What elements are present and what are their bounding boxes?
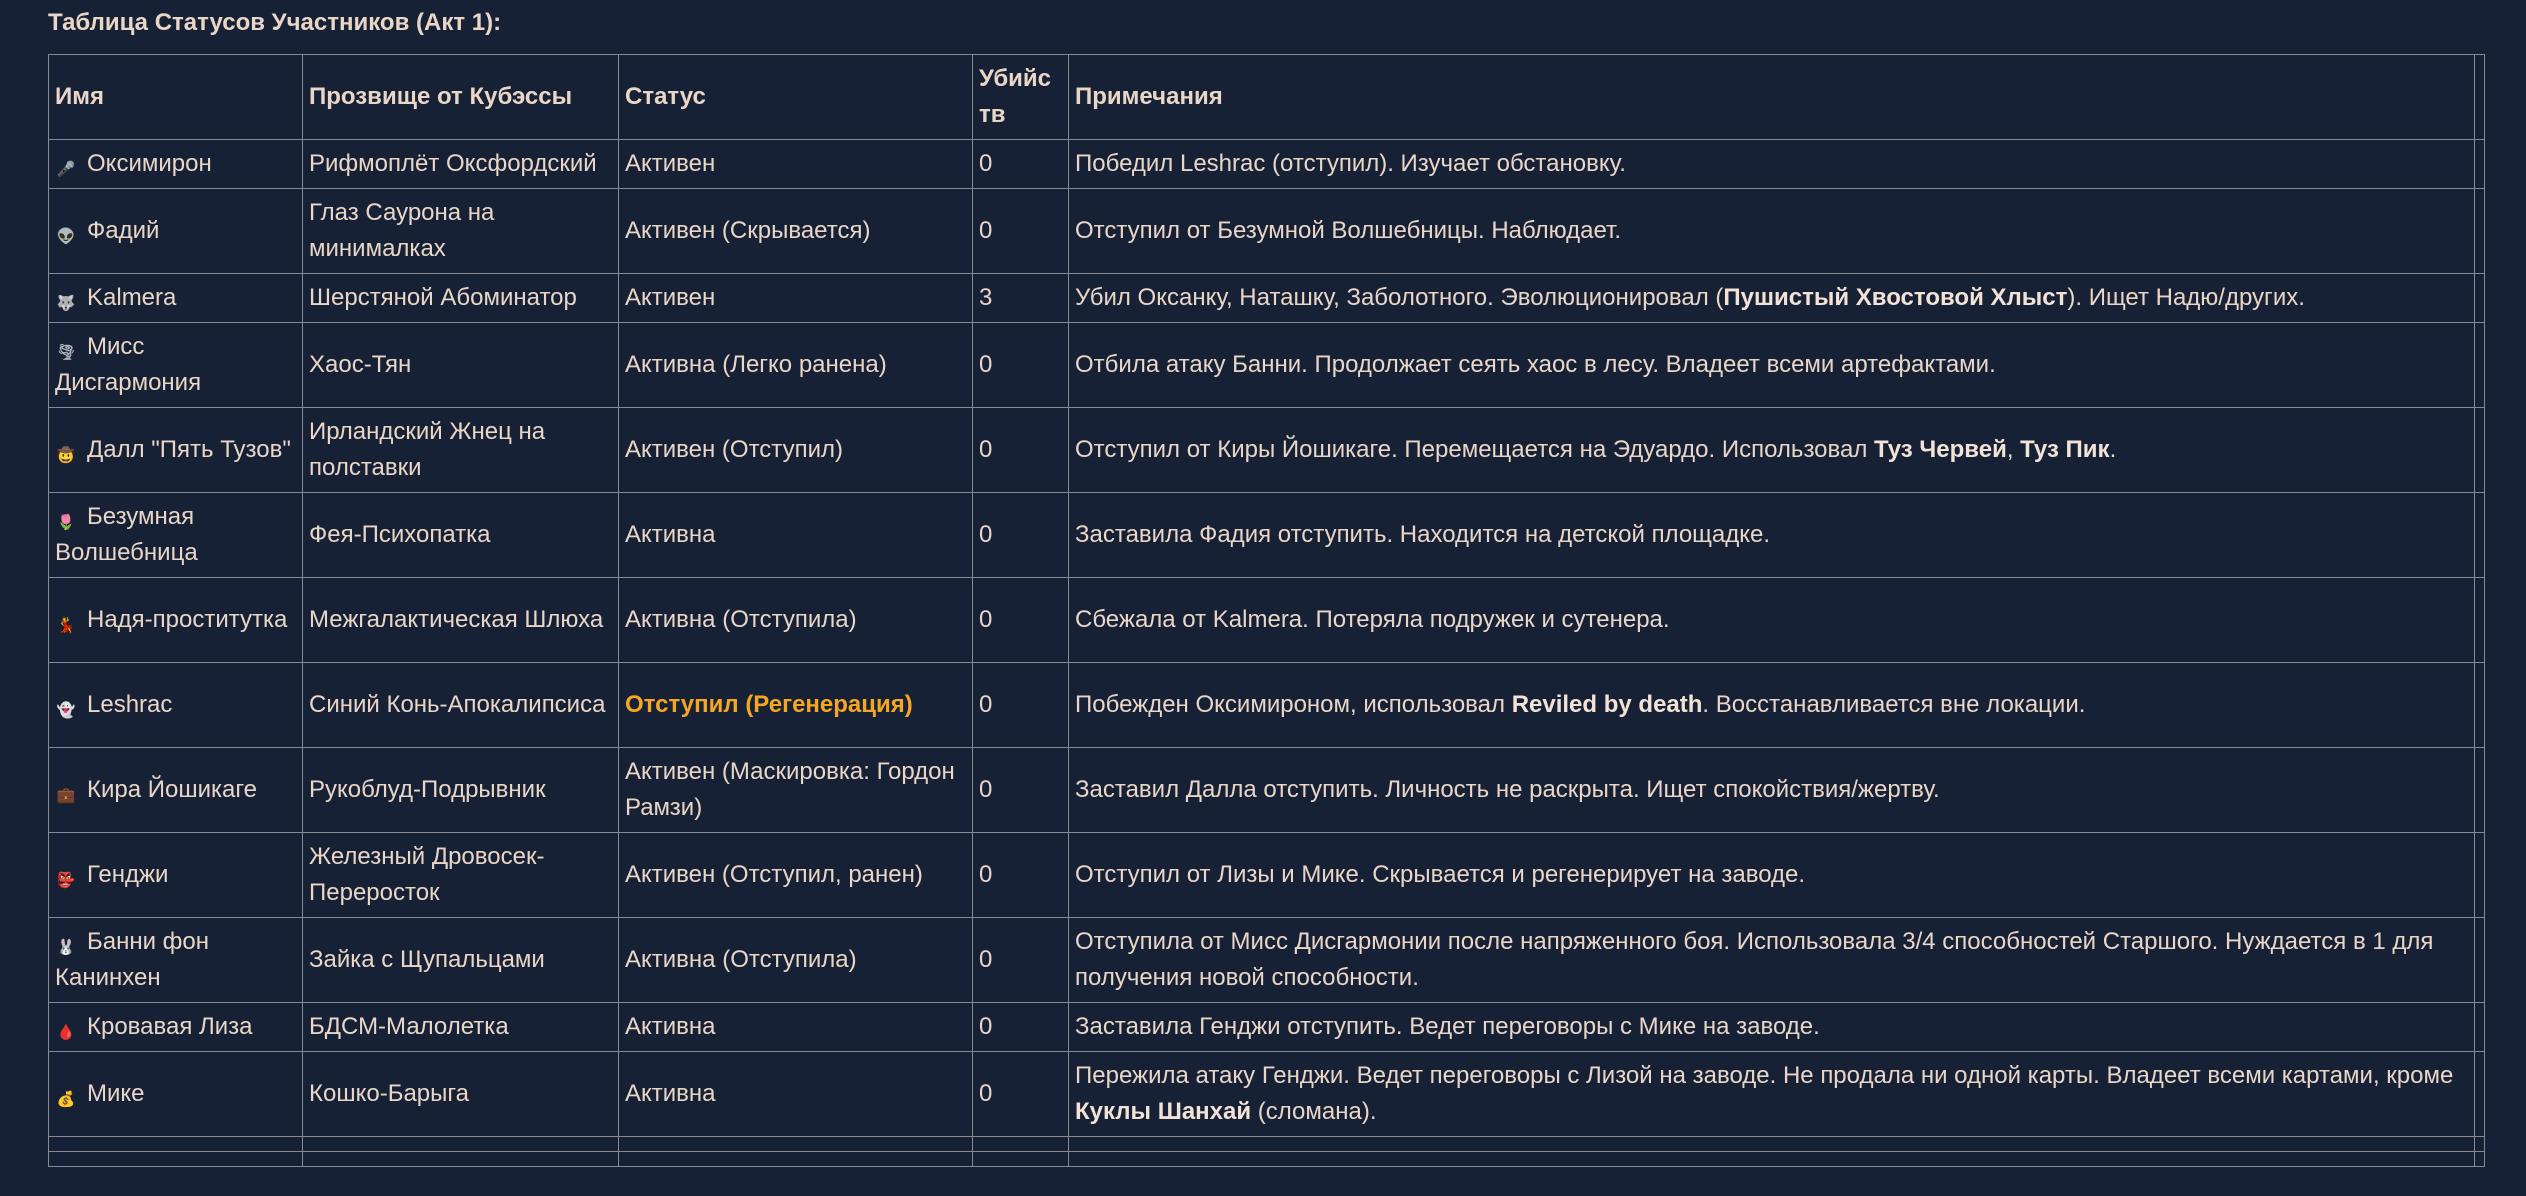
participant-name: Далл "Пять Тузов" <box>87 436 291 463</box>
cell-spacer <box>2475 408 2485 493</box>
cell-name <box>49 663 303 748</box>
cell-nickname: Зайка с Щупальцами <box>303 918 619 1003</box>
cell-kills: 0 <box>973 408 1069 493</box>
status-text: Отступил (Регенерация) <box>625 691 913 718</box>
cell-kills: 0 <box>973 323 1069 408</box>
table-row <box>49 140 2485 189</box>
header-notes: Примечания <box>1069 55 2475 140</box>
empty-cell <box>619 1152 973 1167</box>
table-row <box>49 493 2485 578</box>
notes-text: , <box>2006 436 2021 463</box>
cell-notes <box>1069 408 2475 493</box>
notes-text: Отступил от Безумной Волшебницы. Наблюдает. <box>1075 217 1622 244</box>
header-name: Имя <box>49 55 303 140</box>
empty-cell <box>49 1152 303 1167</box>
status-text: Активна <box>625 1080 716 1107</box>
status-text: Активен <box>625 150 716 177</box>
cell-kills: 3 <box>973 274 1069 323</box>
cell-notes <box>1069 1052 2475 1137</box>
empty-row <box>49 1152 2485 1167</box>
cell-spacer <box>2475 833 2485 918</box>
header-spacer <box>2475 55 2485 140</box>
cell-status <box>619 189 973 274</box>
cell-nickname: Кошко-Барыга <box>303 1052 619 1137</box>
cell-nickname: Рукоблуд-Подрывник <box>303 748 619 833</box>
cell-kills: 0 <box>973 140 1069 189</box>
table-row <box>49 833 2485 918</box>
empty-cell <box>973 1137 1069 1152</box>
header-kills: Убийс тв <box>973 55 1069 140</box>
table-header-row <box>49 55 2485 140</box>
cell-notes <box>1069 578 2475 663</box>
table-row <box>49 918 2485 1003</box>
participant-name: Leshrac <box>87 691 173 718</box>
notes-text: Убил Оксанку, Наташку, Заболотного. Эволюционировал ( <box>1075 284 1724 311</box>
cell-spacer <box>2475 918 2485 1003</box>
status-text: Активна (Легко ранена) <box>625 351 887 378</box>
cell-kills: 0 <box>973 1003 1069 1052</box>
status-text: Активна (Отступила) <box>625 606 857 633</box>
notes-text: ). Ищет Надю/других. <box>2067 284 2305 311</box>
status-text: Активен (Скрывается) <box>625 217 871 244</box>
participant-name: Кира Йошикаге <box>87 776 257 803</box>
cell-nickname: Рифмоплёт Оксфордский <box>303 140 619 189</box>
header-nickname: Прозвище от Кубэссы <box>303 55 619 140</box>
notes-text: Отступил от Киры Йошикаге. Перемещается на Эдуардо. Использовал <box>1075 436 1875 463</box>
cell-name <box>49 833 303 918</box>
status-text: Активен (Отступил, ранен) <box>625 861 923 888</box>
empty-cell <box>2475 1137 2485 1152</box>
empty-cell <box>303 1152 619 1167</box>
empty-cell <box>49 1137 303 1152</box>
cell-nickname: Фея-Психопатка <box>303 493 619 578</box>
notes-text: Заставила Генджи отступить. Ведет переговоры с Мике на заводе. <box>1075 1013 1820 1040</box>
cell-nickname: Глаз Саурона на минималках <box>303 189 619 274</box>
cell-notes <box>1069 918 2475 1003</box>
status-text: Активна <box>625 1013 716 1040</box>
cell-notes <box>1069 140 2475 189</box>
notes-text: (сломана). <box>1251 1098 1377 1125</box>
cell-spacer <box>2475 493 2485 578</box>
money-bag-icon: 💰 <box>56 1090 76 1108</box>
cell-spacer <box>2475 1003 2485 1052</box>
table-row <box>49 1052 2485 1137</box>
cell-name <box>49 1052 303 1137</box>
participant-name: Надя-проститутка <box>87 606 288 633</box>
cell-kills: 0 <box>973 578 1069 663</box>
tulip-icon: 🌷 <box>56 513 76 531</box>
status-text: Активен (Отступил) <box>625 436 843 463</box>
cell-spacer <box>2475 189 2485 274</box>
cell-kills: 0 <box>973 918 1069 1003</box>
cell-nickname: Железный Дровосек-Переросток <box>303 833 619 918</box>
notes-bold: Куклы Шанхай <box>1075 1098 1252 1125</box>
notes-text: Заставила Фадия отступить. Находится на детской площадке. <box>1075 521 1771 548</box>
notes-bold: Пушистый Хвостовой Хлыст <box>1723 284 2068 311</box>
participant-name: Мике <box>87 1080 145 1107</box>
cell-nickname: Синий Конь-Апокалипсиса <box>303 663 619 748</box>
cell-kills: 0 <box>973 493 1069 578</box>
tornado-icon: 🌪 <box>56 343 76 361</box>
notes-text: Побежден Оксимироном, использовал <box>1075 691 1512 718</box>
table-row <box>49 1003 2485 1052</box>
notes-bold: Туз Червей <box>1874 436 2007 463</box>
cell-spacer <box>2475 1052 2485 1137</box>
cell-status <box>619 408 973 493</box>
cell-kills: 0 <box>973 663 1069 748</box>
cell-name <box>49 274 303 323</box>
cell-name <box>49 578 303 663</box>
notes-text: Пережила атаку Генджи. Ведет переговоры с Лизой на заводе. Не продала ни одной карты. Владеет всеми картами, кроме <box>1075 1062 2454 1089</box>
empty-cell <box>1069 1137 2475 1152</box>
cell-spacer <box>2475 748 2485 833</box>
participant-name: Kalmera <box>87 284 177 311</box>
participant-name: Банни фон Канинхен <box>55 928 210 991</box>
notes-text: Отбила атаку Банни. Продолжает сеять хаос в лесу. Владеет всеми артефактами. <box>1075 351 1996 378</box>
participant-name: Кровавая Лиза <box>87 1013 253 1040</box>
alien-icon: 👽 <box>56 227 76 245</box>
cell-spacer <box>2475 663 2485 748</box>
empty-cell <box>1069 1152 2475 1167</box>
table-row <box>49 189 2485 274</box>
table-row <box>49 323 2485 408</box>
cell-nickname: Хаос-Тян <box>303 323 619 408</box>
cell-spacer <box>2475 274 2485 323</box>
cell-kills: 0 <box>973 1052 1069 1137</box>
cell-kills: 0 <box>973 748 1069 833</box>
notes-text: Сбежала от Kalmera. Потеряла подружек и сутенера. <box>1075 606 1670 633</box>
notes-bold: Туз Пик <box>2020 436 2110 463</box>
microphone-icon: 🎤 <box>56 160 76 178</box>
cell-notes <box>1069 663 2475 748</box>
empty-cell <box>303 1137 619 1152</box>
dancer-icon: 💃 <box>56 616 76 634</box>
notes-text: Заставил Далла отступить. Личность не раскрыта. Ищет спокойствия/жертву. <box>1075 776 1940 803</box>
empty-cell <box>2475 1152 2485 1167</box>
participant-name: Оксимирон <box>87 150 212 177</box>
wolf-icon: 🐺 <box>56 294 76 312</box>
rabbit-icon: 🐰 <box>56 938 76 956</box>
briefcase-icon: 💼 <box>56 786 76 804</box>
table-row <box>49 578 2485 663</box>
status-text: Активен (Маскировка: Гордон Рамзи) <box>625 758 955 821</box>
cell-name <box>49 918 303 1003</box>
cell-status <box>619 493 973 578</box>
ghost-icon: 👻 <box>56 701 76 719</box>
notes-text: Отступила от Мисс Дисгармонии после напряженного боя. Использовала 3/4 способностей Старшого. Нуждается в 1 для получения новой способности. <box>1075 928 2434 991</box>
notes-bold: Reviled by death <box>1511 691 1703 718</box>
blood-drop-icon: 🩸 <box>56 1023 76 1041</box>
cell-status <box>619 748 973 833</box>
cell-name <box>49 408 303 493</box>
cowboy-icon: 🤠 <box>56 446 76 464</box>
status-table <box>48 54 2485 1167</box>
cell-name <box>49 140 303 189</box>
cell-spacer <box>2475 323 2485 408</box>
cell-nickname: БДСМ-Малолетка <box>303 1003 619 1052</box>
cell-notes <box>1069 1003 2475 1052</box>
cell-status <box>619 1052 973 1137</box>
cell-name <box>49 493 303 578</box>
participant-name: Фадий <box>87 217 160 244</box>
cell-status <box>619 1003 973 1052</box>
cell-status <box>619 918 973 1003</box>
cell-notes <box>1069 189 2475 274</box>
mask-icon: 👺 <box>56 871 76 889</box>
notes-text: Отступил от Лизы и Мике. Скрывается и регенерирует на заводе. <box>1075 861 1806 888</box>
cell-kills: 0 <box>973 833 1069 918</box>
cell-notes <box>1069 493 2475 578</box>
cell-status <box>619 578 973 663</box>
empty-row <box>49 1137 2485 1152</box>
cell-notes <box>1069 323 2475 408</box>
cell-notes <box>1069 274 2475 323</box>
cell-spacer <box>2475 140 2485 189</box>
status-text: Активна (Отступила) <box>625 946 857 973</box>
header-status: Статус <box>619 55 973 140</box>
table-row <box>49 748 2485 833</box>
participant-name: Генджи <box>87 861 169 888</box>
cell-spacer <box>2475 578 2485 663</box>
cell-nickname: Шерстяной Абоминатор <box>303 274 619 323</box>
cell-notes <box>1069 833 2475 918</box>
cell-status <box>619 140 973 189</box>
cell-status <box>619 274 973 323</box>
page-title: Таблица Статусов Участников (Акт 1): <box>48 9 502 36</box>
notes-text: Победил Leshrac (отступил). Изучает обстановку. <box>1075 150 1626 177</box>
cell-status <box>619 663 973 748</box>
cell-name <box>49 748 303 833</box>
cell-name <box>49 189 303 274</box>
empty-cell <box>619 1137 973 1152</box>
participant-name: Мисс Дисгармония <box>55 333 202 396</box>
status-text: Активна <box>625 521 716 548</box>
table-row <box>49 274 2485 323</box>
table-row <box>49 663 2485 748</box>
empty-cell <box>973 1152 1069 1167</box>
cell-name <box>49 1003 303 1052</box>
status-text: Активен <box>625 284 716 311</box>
cell-notes <box>1069 748 2475 833</box>
cell-nickname: Ирландский Жнец на полставки <box>303 408 619 493</box>
notes-text: . <box>2109 436 2117 463</box>
table-row <box>49 408 2485 493</box>
cell-status <box>619 323 973 408</box>
participant-name: Безумная Волшебница <box>55 503 198 566</box>
cell-kills: 0 <box>973 189 1069 274</box>
cell-name <box>49 323 303 408</box>
cell-nickname: Межгалактическая Шлюха <box>303 578 619 663</box>
notes-text: . Восстанавливается вне локации. <box>1702 691 2086 718</box>
cell-status <box>619 833 973 918</box>
